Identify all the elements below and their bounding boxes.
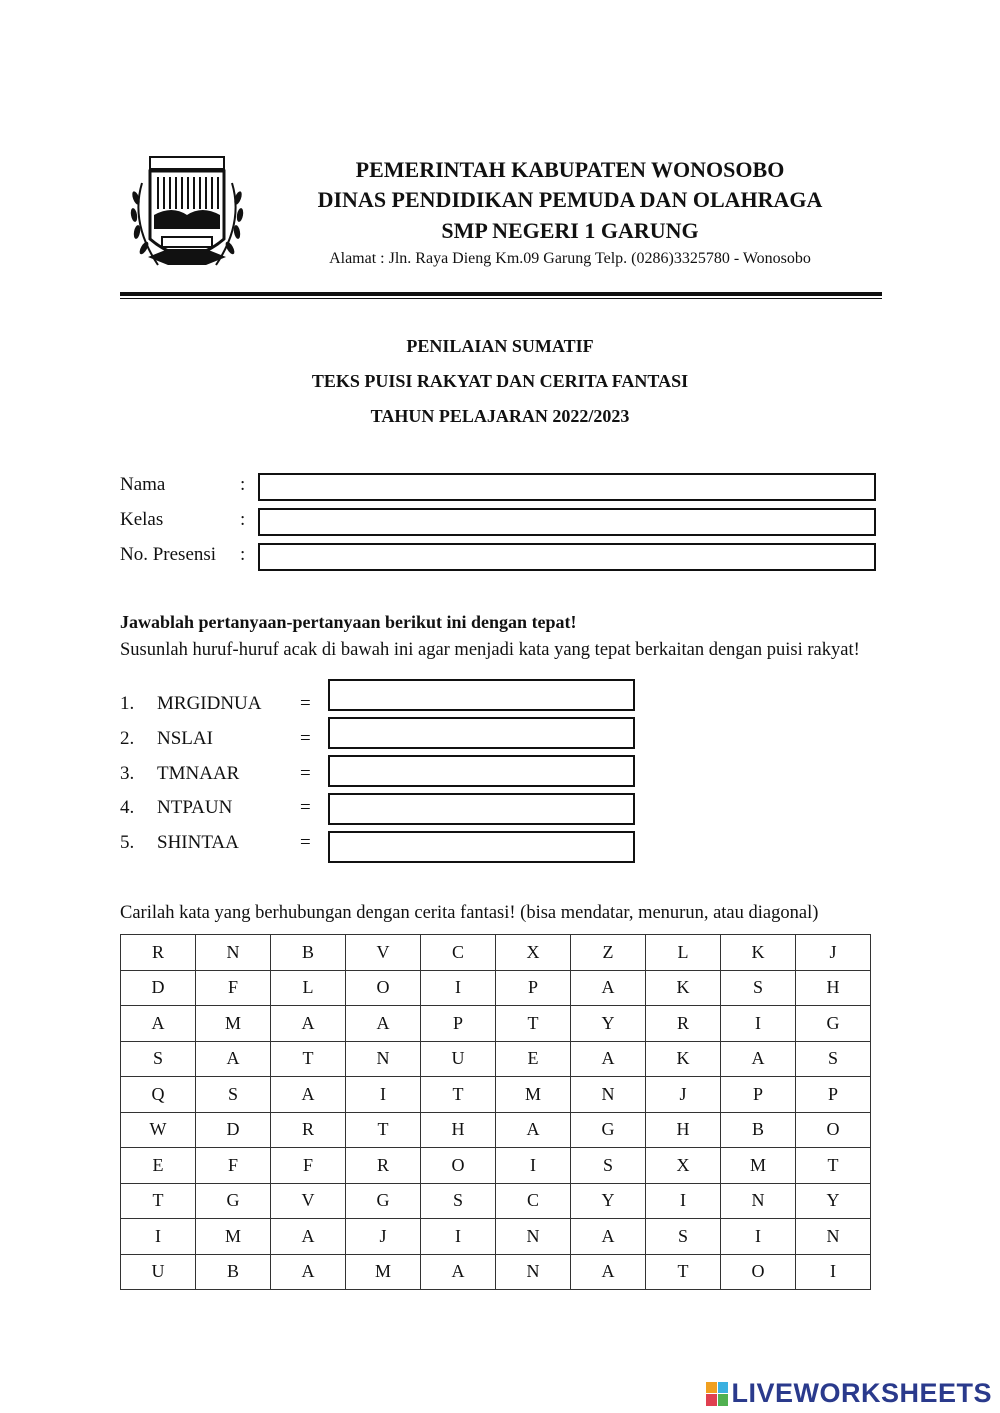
scramble-answer-2[interactable] (328, 717, 635, 749)
grid-cell[interactable]: E (121, 1148, 196, 1184)
grid-cell[interactable]: S (121, 1041, 196, 1077)
grid-cell[interactable]: A (721, 1041, 796, 1077)
grid-row (121, 1041, 871, 1077)
grid-cell[interactable]: A (271, 1254, 346, 1290)
grid-cell[interactable]: Y (796, 1183, 871, 1219)
grid-cell[interactable]: I (496, 1148, 571, 1184)
scramble-equals: = (300, 693, 311, 714)
grid-cell[interactable]: T (646, 1254, 721, 1290)
grid-row (121, 970, 871, 1006)
name-label: Nama (120, 474, 166, 495)
brand-name: LIVEWORKSHEETS (731, 1378, 992, 1408)
grid-cell[interactable]: P (496, 970, 571, 1006)
liveworksheets-logo-icon (706, 1382, 728, 1406)
grid-cell[interactable]: O (721, 1254, 796, 1290)
header-divider-thick (120, 292, 882, 296)
grid-cell[interactable]: N (496, 1219, 571, 1255)
name-colon: : (240, 474, 246, 495)
grid-cell[interactable]: S (571, 1148, 646, 1184)
grid-cell[interactable]: W (121, 1112, 196, 1148)
grid-cell[interactable]: M (346, 1254, 421, 1290)
grid-cell[interactable]: F (196, 1148, 271, 1184)
grid-cell[interactable]: E (496, 1041, 571, 1077)
scramble-answer-5[interactable] (328, 831, 635, 863)
header-line-2: DINAS PENDIDIKAN PEMUDA DAN OLAHRAGA (317, 187, 823, 212)
grid-cell[interactable]: A (271, 1219, 346, 1255)
class-colon: : (240, 509, 246, 530)
grid-cell[interactable]: N (346, 1041, 421, 1077)
grid-cell[interactable]: S (796, 1041, 871, 1077)
grid-row (121, 1219, 871, 1255)
grid-cell[interactable]: I (721, 1219, 796, 1255)
grid-row (121, 1112, 871, 1148)
grid-row (121, 1006, 871, 1042)
grid-cell[interactable]: R (271, 1112, 346, 1148)
scramble-instruction: Susunlah huruf-huruf acak di bawah ini agar menjadi kata yang tepat berkaitan dengan puisi rakyat! (120, 640, 860, 660)
grid-cell[interactable]: I (346, 1077, 421, 1113)
grid-cell[interactable]: T (796, 1148, 871, 1184)
grid-cell[interactable]: S (721, 970, 796, 1006)
main-instruction: Jawablah pertanyaan-pertanyaan berikut ini dengan tepat! (120, 612, 577, 632)
grid-cell[interactable]: P (796, 1077, 871, 1113)
scramble-number: 1. (120, 693, 135, 714)
grid-cell[interactable]: A (121, 1006, 196, 1042)
grid-cell[interactable]: X (646, 1148, 721, 1184)
header-line-3: SMP NEGERI 1 GARUNG (441, 218, 699, 243)
grid-cell[interactable]: M (196, 1006, 271, 1042)
grid-cell[interactable]: N (196, 935, 271, 971)
grid-cell[interactable]: H (796, 970, 871, 1006)
grid-cell[interactable]: B (196, 1254, 271, 1290)
wonosobo-crest-icon (128, 153, 246, 275)
grid-cell[interactable]: T (121, 1183, 196, 1219)
attendance-number-label: No. Presensi (120, 544, 217, 565)
grid-cell[interactable]: R (646, 1006, 721, 1042)
grid-cell[interactable]: S (646, 1219, 721, 1255)
grid-cell[interactable]: M (721, 1148, 796, 1184)
scramble-number: 2. (120, 728, 135, 749)
grid-cell[interactable]: H (646, 1112, 721, 1148)
grid-cell[interactable]: V (346, 935, 421, 971)
grid-cell[interactable]: A (421, 1254, 496, 1290)
class-field[interactable] (258, 508, 876, 536)
scramble-number: 4. (120, 797, 135, 818)
header-address: Alamat : Jln. Raya Dieng Km.09 Garung Telp. (0286)3325780 - Wonosobo (329, 250, 811, 267)
grid-cell[interactable]: A (571, 1219, 646, 1255)
scramble-answer-3[interactable] (328, 755, 635, 787)
scramble-word: MRGIDNUA (157, 693, 262, 714)
grid-cell[interactable]: N (721, 1183, 796, 1219)
grid-cell[interactable]: B (271, 935, 346, 971)
grid-cell[interactable]: C (421, 935, 496, 971)
attendance-number-colon: : (240, 544, 246, 565)
grid-cell[interactable]: K (646, 970, 721, 1006)
grid-cell[interactable]: S (421, 1183, 496, 1219)
scramble-word: SHINTAA (157, 832, 239, 853)
grid-row (121, 1077, 871, 1113)
grid-cell[interactable]: H (421, 1112, 496, 1148)
grid-cell[interactable]: A (271, 1006, 346, 1042)
title-line-3: TAHUN PELAJARAN 2022/2023 (370, 406, 630, 426)
grid-cell[interactable]: R (346, 1148, 421, 1184)
scramble-equals: = (300, 832, 311, 853)
grid-row (121, 935, 871, 971)
grid-cell[interactable]: G (571, 1112, 646, 1148)
grid-cell[interactable]: U (421, 1041, 496, 1077)
title-line-2: TEKS PUISI RAKYAT DAN CERITA FANTASI (311, 371, 689, 391)
grid-cell[interactable]: S (196, 1077, 271, 1113)
grid-cell[interactable]: A (346, 1006, 421, 1042)
grid-cell[interactable]: N (796, 1219, 871, 1255)
grid-cell[interactable]: I (721, 1006, 796, 1042)
class-label: Kelas (120, 509, 164, 530)
grid-cell[interactable]: R (121, 935, 196, 971)
grid-cell[interactable]: A (196, 1041, 271, 1077)
grid-cell[interactable]: Y (571, 1183, 646, 1219)
grid-cell[interactable]: I (796, 1254, 871, 1290)
grid-cell[interactable]: D (121, 970, 196, 1006)
grid-cell[interactable]: J (796, 935, 871, 971)
grid-row (121, 1148, 871, 1184)
grid-cell[interactable]: M (496, 1077, 571, 1113)
grid-cell[interactable]: O (796, 1112, 871, 1148)
name-field[interactable] (258, 473, 876, 501)
grid-cell[interactable]: F (271, 1148, 346, 1184)
grid-cell[interactable]: Y (571, 1006, 646, 1042)
grid-cell[interactable]: T (496, 1006, 571, 1042)
grid-cell[interactable]: C (496, 1183, 571, 1219)
grid-cell[interactable]: G (346, 1183, 421, 1219)
scramble-answer-4[interactable] (328, 793, 635, 825)
grid-cell[interactable]: I (121, 1219, 196, 1255)
header-divider-thin (120, 298, 882, 299)
grid-cell[interactable]: A (496, 1112, 571, 1148)
scramble-equals: = (300, 763, 311, 784)
grid-cell[interactable]: A (571, 1254, 646, 1290)
grid-cell[interactable]: Z (571, 935, 646, 971)
grid-cell[interactable]: J (646, 1077, 721, 1113)
grid-cell[interactable]: D (196, 1112, 271, 1148)
grid-cell[interactable]: P (721, 1077, 796, 1113)
grid-cell[interactable]: B (721, 1112, 796, 1148)
title-line-1: PENILAIAN SUMATIF (406, 336, 594, 356)
scramble-number: 3. (120, 763, 135, 784)
grid-cell[interactable]: U (121, 1254, 196, 1290)
grid-cell[interactable]: M (196, 1219, 271, 1255)
wordsearch-grid (120, 934, 871, 1290)
grid-cell[interactable]: K (721, 935, 796, 971)
grid-cell[interactable]: N (571, 1077, 646, 1113)
grid-cell[interactable]: K (646, 1041, 721, 1077)
scramble-word: TMNAAR (157, 763, 240, 784)
grid-cell[interactable]: I (421, 1219, 496, 1255)
grid-cell[interactable]: I (421, 970, 496, 1006)
school-crest-logo (128, 153, 246, 275)
grid-cell[interactable]: G (196, 1183, 271, 1219)
grid-cell[interactable]: J (346, 1219, 421, 1255)
grid-row (121, 1254, 871, 1290)
grid-cell[interactable]: F (196, 970, 271, 1006)
liveworksheets-brand (706, 1378, 992, 1409)
grid-cell[interactable]: T (346, 1112, 421, 1148)
grid-cell[interactable]: N (496, 1254, 571, 1290)
scramble-word: NTPAUN (157, 797, 233, 818)
grid-cell[interactable]: T (421, 1077, 496, 1113)
grid-cell[interactable]: P (421, 1006, 496, 1042)
grid-cell[interactable]: V (271, 1183, 346, 1219)
scramble-equals: = (300, 728, 311, 749)
grid-cell[interactable]: G (796, 1006, 871, 1042)
grid-cell[interactable]: O (346, 970, 421, 1006)
grid-cell[interactable]: X (496, 935, 571, 971)
scramble-answer-1[interactable] (328, 679, 635, 711)
wordsearch-instruction: Carilah kata yang berhubungan dengan cerita fantasi! (bisa mendatar, menurun, atau diagonal) (120, 903, 819, 923)
scramble-equals: = (300, 797, 311, 818)
grid-cell[interactable]: I (646, 1183, 721, 1219)
grid-cell[interactable]: L (646, 935, 721, 971)
scramble-number: 5. (120, 832, 135, 853)
grid-row (121, 1183, 871, 1219)
grid-cell[interactable]: T (271, 1041, 346, 1077)
grid-cell[interactable]: O (421, 1148, 496, 1184)
grid-cell[interactable]: A (271, 1077, 346, 1113)
attendance-number-field[interactable] (258, 543, 876, 571)
grid-cell[interactable]: Q (121, 1077, 196, 1113)
grid-cell[interactable]: A (571, 1041, 646, 1077)
grid-cell[interactable]: A (571, 970, 646, 1006)
grid-cell[interactable]: L (271, 970, 346, 1006)
header-line-1: PEMERINTAH KABUPATEN WONOSOBO (355, 157, 785, 182)
scramble-word: NSLAI (157, 728, 213, 749)
